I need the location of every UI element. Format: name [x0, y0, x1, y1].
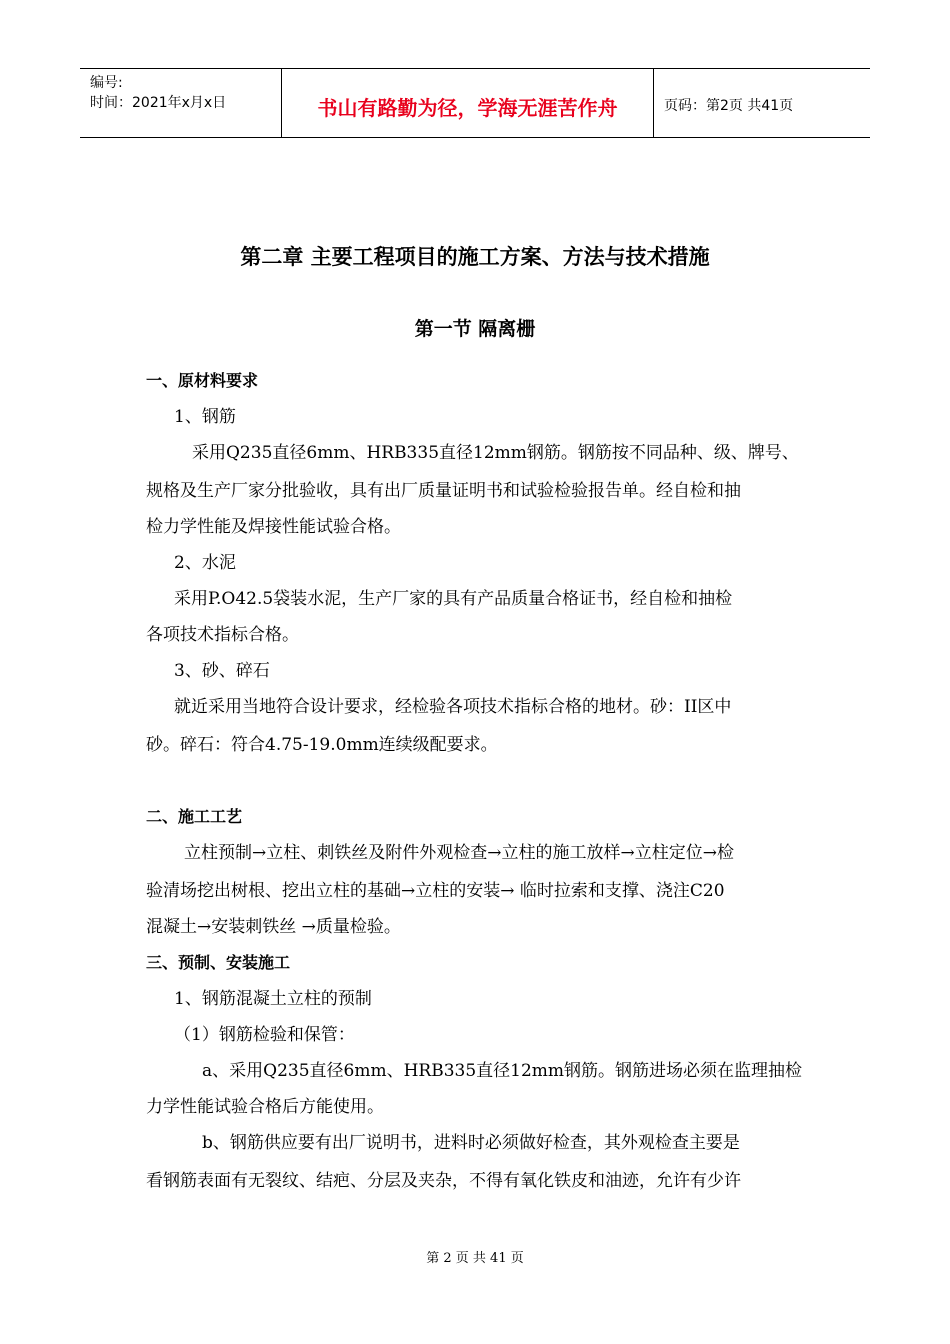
date-line: 时间：2021年x月x日 — [90, 95, 227, 111]
paragraph-line: 砂。碎石：符合4.75-19.0mm连续级配要求。 — [146, 735, 498, 755]
paragraph-line: 立柱预制→立柱、刺铁丝及附件外观检查→立柱的施工放样→立柱定位→检 — [184, 843, 734, 863]
item-column-title: 1、钢筋混凝土立柱的预制 — [174, 989, 372, 1009]
paragraph-line: a、采用Q235直径6mm、HRB335直径12mm钢筋。钢筋进场必须在监理抽检 — [202, 1061, 803, 1081]
paragraph-line: 检力学性能及焊接性能试验合格。 — [146, 517, 401, 537]
number-label: 编号: — [90, 75, 123, 91]
paragraph-line: 各项技术指标合格。 — [146, 625, 299, 645]
motto: 书山有路勤为径，学海无涯苦作舟 — [317, 96, 618, 120]
paragraph-line: 采用Q235直径6mm、HRB335直径12mm钢筋。钢筋按不同品种、级、牌号、 — [192, 443, 799, 463]
paragraph-line: 力学性能试验合格后方能使用。 — [146, 1097, 384, 1117]
header-motto-cell — [282, 69, 654, 137]
paragraph-line: 就近采用当地符合设计要求，经检验各项技术指标合格的地材。砂：II区中 — [174, 697, 732, 717]
paragraph-line: 混凝土→安装刺铁丝 →质量检验。 — [146, 917, 401, 937]
paragraph-line: 采用P.O42.5袋装水泥，生产厂家的具有产品质量合格证书，经自检和抽检 — [174, 589, 733, 609]
header-meta-cell — [80, 69, 282, 137]
heading-prefab: 三、预制、安装施工 — [146, 953, 291, 972]
section-title: 第一节 隔离栅 — [414, 318, 536, 340]
page-header — [80, 68, 870, 138]
item-rebar-title: 1、钢筋 — [174, 407, 236, 427]
sub-item-title: （1）钢筋检验和保管： — [174, 1025, 355, 1045]
paragraph-line: 看钢筋表面有无裂纹、结疤、分层及夹杂，不得有氧化铁皮和油迹，允许有少许 — [146, 1171, 741, 1191]
page-footer: 第 2 页 共 41 页 — [426, 1251, 524, 1266]
item-cement-title: 2、水泥 — [174, 553, 236, 573]
paragraph-line: b、钢筋供应要有出厂说明书，进料时必须做好检查，其外观检查主要是 — [202, 1133, 740, 1153]
heading-process: 二、施工工艺 — [146, 807, 243, 826]
paragraph-line: 规格及生产厂家分批验收，具有出厂质量证明书和试验检验报告单。经自检和抽 — [146, 481, 741, 501]
paragraph-line: 验清场挖出树根、挖出立柱的基础→立柱的安装→ 临时拉索和支撑、浇注C20 — [146, 881, 725, 901]
chapter-title: 第二章 主要工程项目的施工方案、方法与技术措施 — [240, 245, 710, 269]
item-sand-title: 3、砂、碎石 — [174, 661, 270, 681]
page-info: 页码：第2页 共41页 — [664, 98, 794, 114]
heading-materials: 一、原材料要求 — [146, 371, 259, 390]
header-page-cell — [654, 69, 870, 137]
